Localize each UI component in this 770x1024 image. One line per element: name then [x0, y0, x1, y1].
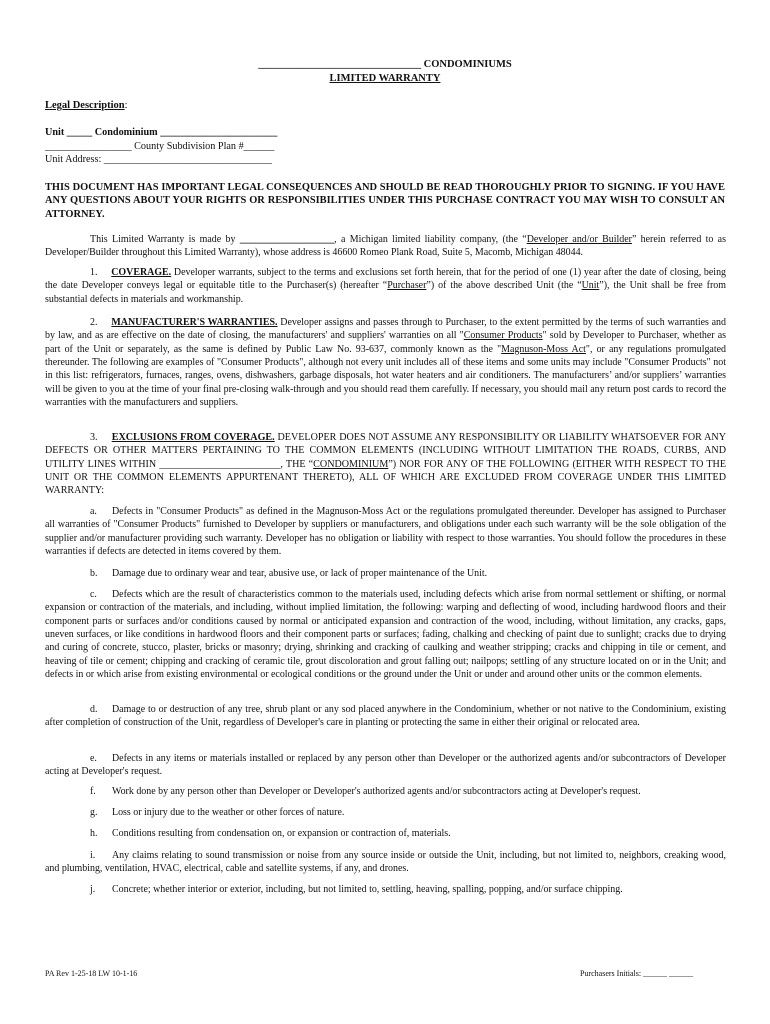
developer-name-blank: ___________________: [239, 234, 335, 245]
exclusion-item-e: [45, 752, 726, 779]
item-label: i.: [90, 850, 96, 861]
magnuson-moss-term: Magnuson-Moss Act: [501, 343, 586, 355]
warranties-text-b: " sold by Developer to Purchaser, whether as part of the Unit or separately, as the same is defined by Public Law No. 93-637, commonly known as the ": [45, 330, 726, 355]
developer-term: Developer and/or Builder: [526, 234, 632, 245]
exclusion-item-f: [45, 785, 726, 798]
section-heading: EXCLUSIONS FROM COVERAGE.: [111, 432, 275, 443]
exclusion-item-c: [45, 588, 726, 681]
section-heading: MANUFACTURER'S WARRANTIES.: [111, 317, 278, 328]
item-label: f.: [90, 786, 96, 797]
item-text: Defects in "Consumer Products" as defined in the Magnuson-Moss Act or the regulations promulgated thereunder. Developer has assigned to Purchaser all warranties of "Consumer Products" furnished to Developer by suppliers or manufacturers, and obligations under each such warranty will be the sole obligation of the supplier and/or manufacturer providing such warranty. Developer has no obligation or liability with respect to those warranties. You should follow the procedures in these warranties if defects are detected in items covered by them.: [45, 506, 726, 558]
item-text: Damage to or destruction of any tree, shrub plant or any sod placed anywhere in the Condominium, whether or not native to the Condominium, existing after completion of construction of the Unit, regardless of Developer's care in planting or protecting the same in either their original or relocated area.: [45, 704, 726, 729]
item-text: Conditions resulting from condensation on, or expansion or contraction of, materials.: [112, 828, 451, 839]
consumer-products-term: Consumer Products: [463, 330, 543, 342]
exclusion-item-h: [45, 827, 726, 840]
item-text: Any claims relating to sound transmission or noise from any source inside or outside the Unit, including, but not limited to, neighbors, creaking wood, and plumbing, ventilation, HVAC, electrical, cable and satellite systems, if any, and drones.: [45, 850, 726, 875]
warranties-text-a: Developer assigns and passes through to Purchaser, to the extent permitted by the terms of such warranties and by law, and as are effective on the date of closing, the manufacturers' and suppliers' warranties on all ": [45, 317, 726, 342]
item-text: Concrete; whether interior or exterior, including, but not limited to, settling, heaving, spalling, popping, and/or surface chipping.: [112, 884, 623, 895]
item-label: c.: [90, 589, 97, 600]
county-plan-line: _________________ County Subdivision Plan #______: [45, 141, 275, 152]
item-text: Defects which are the result of characteristics common to the materials used, including defects which arise from normal settlement or shifting, or normal expansion or contraction of the materials, and including, without implied limitation, the following: warping and deflecting of wood, including hardwood floors and their component parts or surfaces and/or conditions caused by normal or anticipated expansion and contraction of the wood, including, without limitation, any cracks, gaps, uneven surfaces, or like conditions in hardwood floors and their component parts or surfaces; fading, chalking and checking of paint due to sunlight; cracks due to drying and curing of concrete, stucco, plaster, bricks or masonry; drying, shrinking and cracking of caulking and weather stripping; cracks and chipping in tile or cement, and heaving of tile or cement; chipping and cracking of ceramic tile, grout discoloration and grout falling out; nailpops; settling of any structure located on or in the Unit; and defects in or which arise from existing environmental or ecological conditions or the ground under the Unit or under and around other units or the common elements.: [45, 589, 726, 681]
section-exclusions: [45, 431, 726, 498]
document-title: LIMITED WARRANTY: [329, 73, 441, 84]
intro-paragraph: [45, 233, 726, 260]
section-heading: COVERAGE.: [111, 267, 172, 278]
item-label: b.: [90, 568, 98, 579]
item-text: Damage due to ordinary wear and tear, abusive use, or lack of proper maintenance of the Unit.: [112, 568, 488, 579]
item-label: g.: [90, 807, 98, 818]
exclusion-item-i: [45, 849, 726, 876]
legal-description-label: Legal Description: [45, 100, 125, 111]
exclusion-item-j: [45, 883, 726, 896]
item-label: d.: [90, 704, 98, 715]
section-number: 3.: [90, 432, 98, 443]
warranties-text-c: ", or any regulations promulgated thereunder. The following are examples of "Consumer Products", although not every unit includes all of these items and some units may include "Consumer Products" not in this list: refrigerators, furnaces, ranges, ovens, dishwashers, garbage disposals, hot water heaters and air conditioners. The manufacturers’ and/or suppliers’ warranties will be given to you at the time of your final pre-closing walk-through and you should read them carefully. If necessary, you should mail any return post cards to record the warranties with the manufacturers and suppliers.: [45, 343, 726, 409]
coverage-text-c: ”), the Unit shall be free from substantial defects in materials and workmanship.: [45, 280, 726, 305]
exclusion-item-d: [45, 703, 726, 730]
item-text: Work done by any person other than Developer or Developer's authorized agents and/or subcontractors acting at Developer's request.: [112, 786, 641, 797]
purchaser-term: Purchaser: [387, 280, 427, 292]
item-label: h.: [90, 828, 98, 839]
intro-text-c: ” herein referred to as Developer/Builder throughout this Limited Warranty), whose address is 46600 Romeo Plank Road, Suite 5, Macomb, Michigan 48044.: [45, 234, 726, 259]
item-label: j.: [90, 884, 96, 895]
condominium-name-title: _______________________________ CONDOMINIUMS: [258, 59, 512, 70]
item-label: e.: [90, 753, 97, 764]
legal-description-heading: [45, 100, 128, 111]
section-manufacturers-warranties: [45, 316, 726, 409]
exclusion-item-b: [45, 567, 726, 580]
unit-condominium-line: Unit _____ Condominium _______________________: [45, 127, 278, 138]
item-text: Loss or injury due to the weather or other forces of nature.: [112, 807, 345, 818]
condominium-term: CONDOMINIUM: [313, 458, 389, 470]
section-number: 1.: [90, 267, 98, 278]
unit-address-line: Unit Address: _________________________________: [45, 154, 272, 165]
intro-text-b: , a Michigan limited liability company, (the “: [334, 234, 527, 245]
purchaser-initials-footer: Purchasers Initials: ______ ______: [580, 969, 694, 978]
intro-text-a: This Limited Warranty is made by: [90, 234, 240, 245]
exclusions-text-a: DEVELOPER DOES NOT ASSUME ANY RESPONSIBILITY OR LIABILITY WHATSOEVER FOR ANY DEFECTS OR OTHER MATTERS PERTAINING TO THE COMMON ELEMENTS (INCLUDING WITHOUT LIMITATION THE ROADS, CURBS, AND UTILITY LINES WITHIN ________________________, THE “: [45, 432, 726, 470]
coverage-text-a: Developer warrants, subject to the terms and exclusions set forth herein, that for the period of one (1) year after the date of closing, being the date Developer conveys legal or equitable title to the Purchaser(s) (hereafter “: [45, 267, 727, 292]
section-coverage: [45, 266, 726, 306]
exclusion-item-g: [45, 806, 726, 819]
unit-term: Unit: [581, 280, 600, 292]
item-text: Defects in any items or materials installed or replaced by any person other than Developer or the authorized agents and/or subcontractors of Developer acting at Developer's request.: [45, 753, 726, 778]
item-label: a.: [90, 506, 97, 517]
revision-footer: PA Rev 1-25-18 LW 10-1-16: [45, 969, 138, 978]
exclusion-item-a: [45, 505, 726, 558]
legal-description-colon: :: [124, 100, 128, 111]
exclusions-text-b: ”) NOR FOR ANY OF THE FOLLOWING (EITHER WITH RESPECT TO THE UNIT OR THE COMMON ELEMENTS APPURTENANT THERETO), ALL OF WHICH ARE EXCLUDED FROM COVERAGE UNDER THIS LIMITED WARRANTY:: [45, 458, 726, 497]
section-number: 2.: [90, 317, 98, 328]
legal-warning: THIS DOCUMENT HAS IMPORTANT LEGAL CONSEQUENCES AND SHOULD BE READ THOROUGHLY PRIOR TO SIGNING. IF YOU HAVE ANY QUESTIONS ABOUT YOUR RIGHTS OR RESPONSIBILITIES UNDER THIS PURCHASE CONTRACT YOU MAY WISH TO CONSULT AN ATTORNEY.: [45, 182, 725, 220]
coverage-text-b: ”) of the above described Unit (the “: [426, 280, 582, 292]
